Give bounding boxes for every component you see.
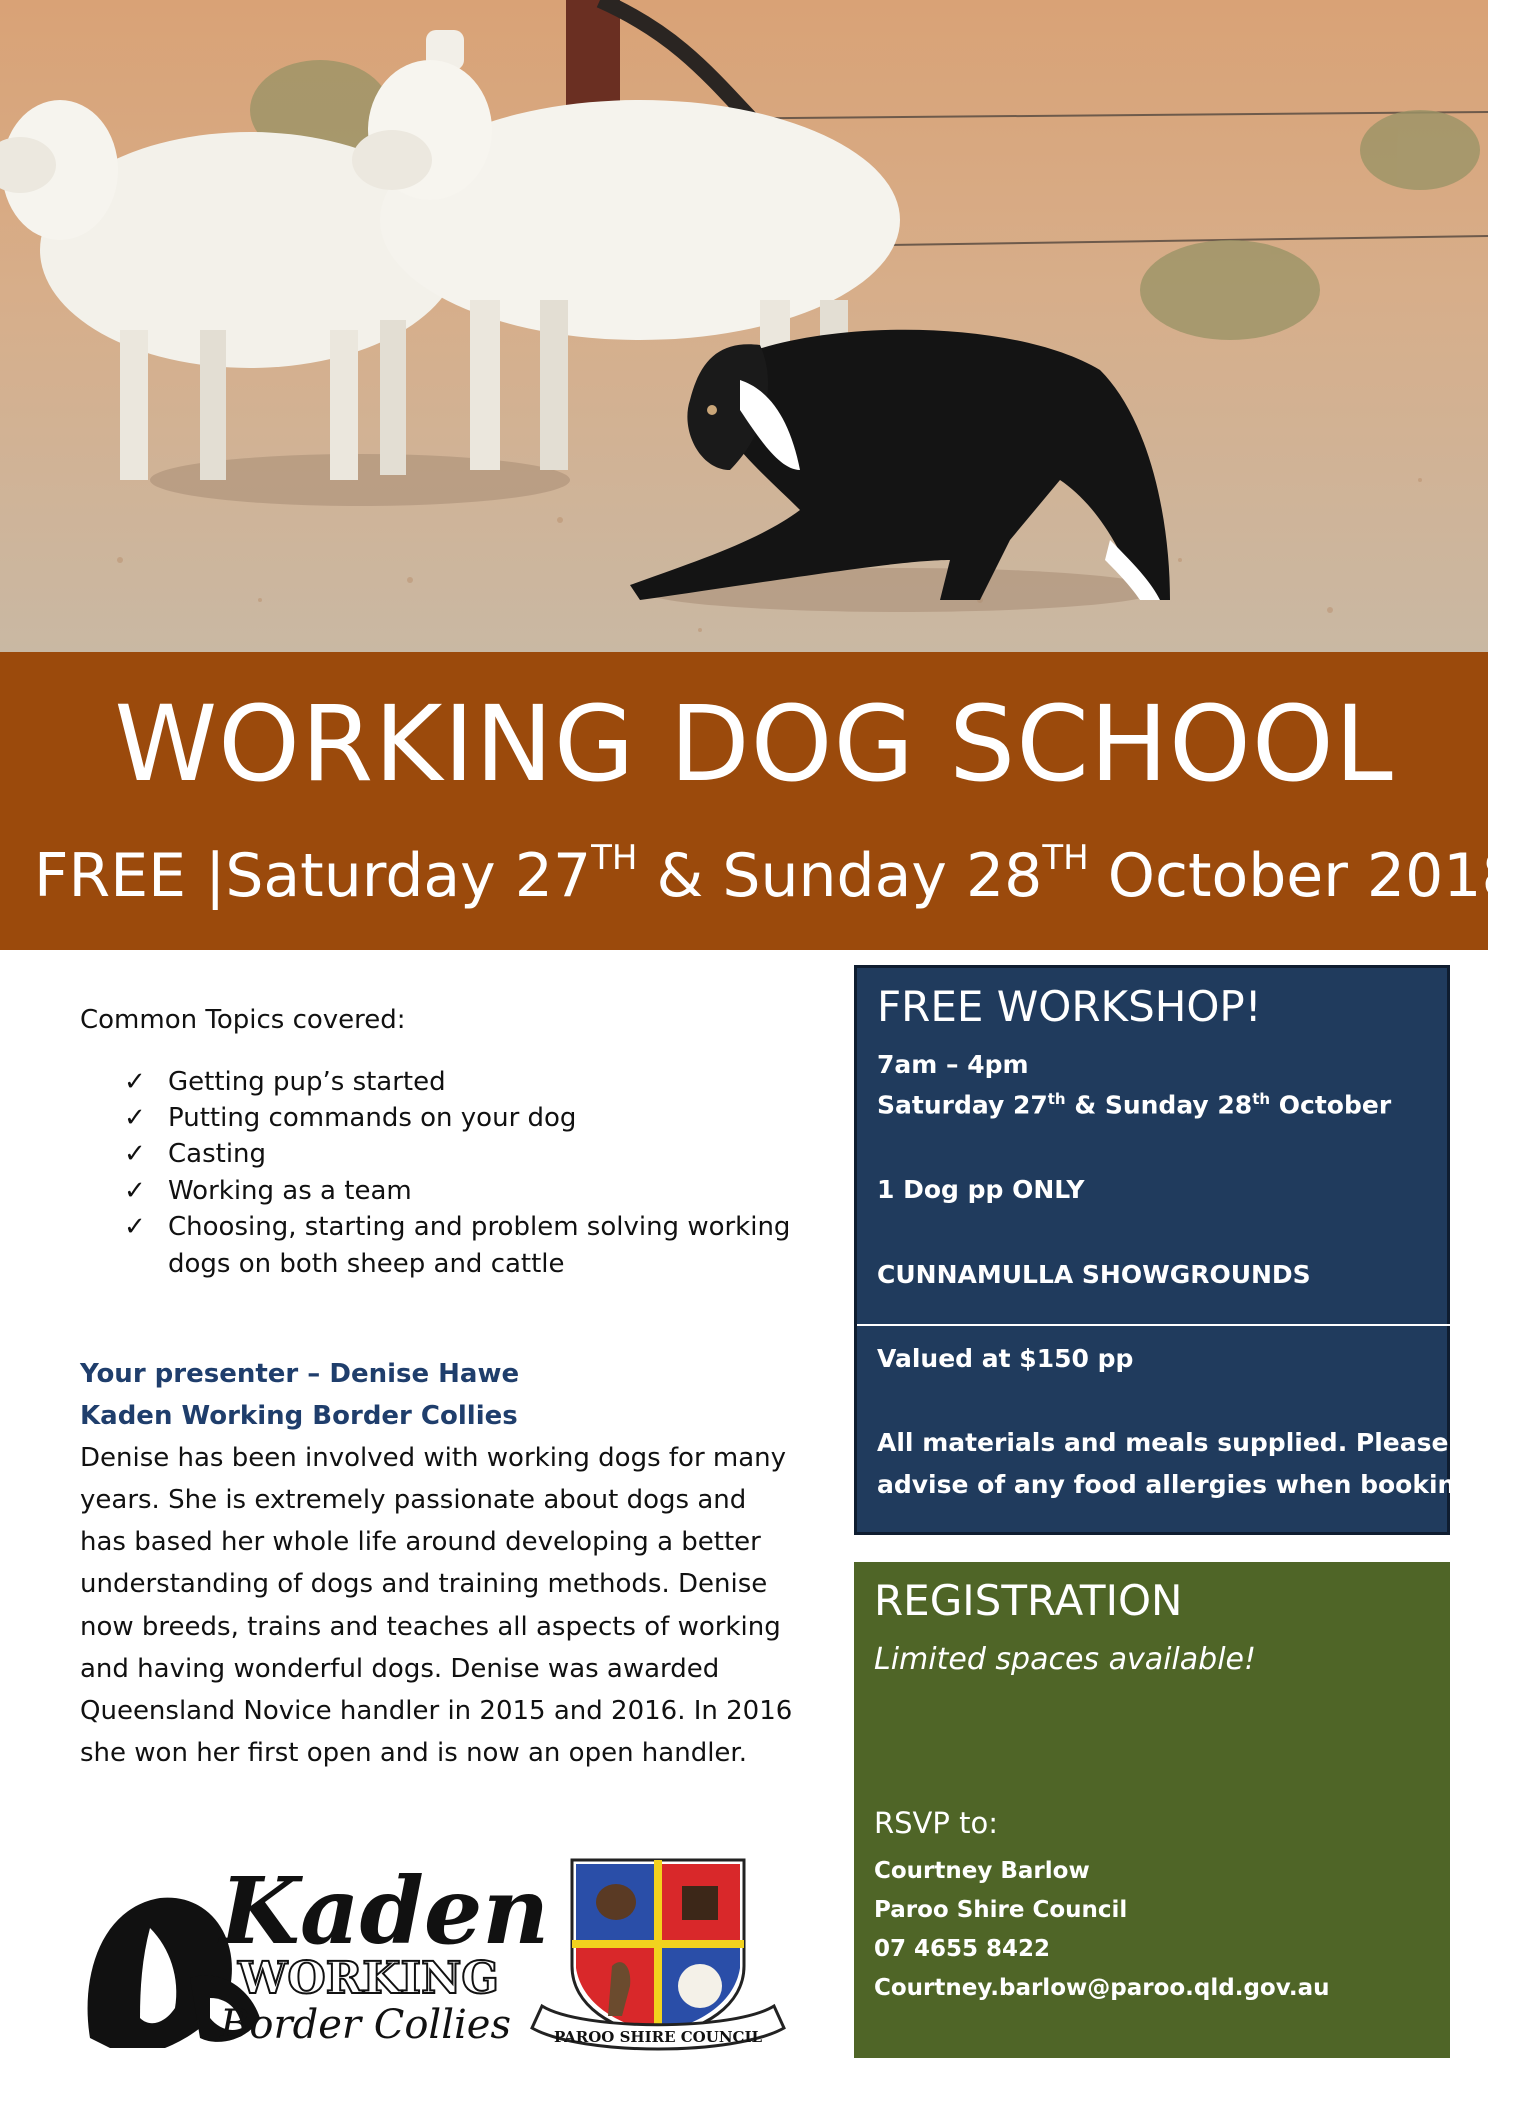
topic-text: Choosing, starting and problem solving working dogs on both sheep and cattle — [168, 1212, 791, 1279]
topics-list — [80, 1064, 800, 1282]
checkmark-icon: ✓ — [124, 1102, 146, 1133]
paroo-shire-logo — [522, 1856, 794, 2061]
presenter-name: Your presenter – Denise Hawe — [80, 1358, 520, 1389]
header-photo — [0, 0, 1488, 652]
materials-line-2: advise of any food allergies when booking. — [877, 1470, 1483, 1499]
venue: CUNNAMULLA SHOWGROUNDS — [877, 1260, 1311, 1289]
workshop-saturday: Saturday 27 — [877, 1090, 1048, 1120]
month-year: October 2018 — [1088, 841, 1520, 911]
workshop-sunday-suffix: th — [1252, 1090, 1271, 1108]
sunday-suffix: TH — [1042, 838, 1089, 878]
checkmark-icon: ✓ — [124, 1212, 146, 1243]
presenter-bio: Denise has been involved with working dogs for many years. She is extremely passionate about dogs and has based her whole life around developing a better understanding of dogs and training methods. Denise now breeds, trains and teaches all aspects of working and having wonderful dogs. Denise was awarded Queensland Novice handler in 2015 and 2016. In 2016 she won her first open and is now an open handler. — [80, 1443, 793, 1768]
workshop-dates — [877, 1090, 1391, 1119]
sheep-and-dog-illustration — [0, 0, 1488, 652]
value: Valued at $150 pp — [877, 1344, 1134, 1373]
materials-line-1: All materials and meals supplied. Please — [877, 1428, 1449, 1457]
workshop-time: 7am – 4pm — [877, 1050, 1029, 1079]
topics-heading: Common Topics covered: — [80, 1005, 406, 1035]
kaden-logo — [70, 1848, 550, 2058]
kaden-logo-word: Kaden — [220, 1857, 550, 1965]
free-label: FREE | — [34, 841, 226, 911]
checkmark-icon: ✓ — [124, 1175, 146, 1206]
topic-text: Getting pup’s started — [168, 1066, 446, 1097]
list-item — [80, 1209, 800, 1282]
contact-org: Paroo Shire Council — [874, 1897, 1128, 1923]
list-item — [80, 1100, 800, 1136]
dog-limit: 1 Dog pp ONLY — [877, 1175, 1085, 1204]
council-crest-icon — [522, 1856, 794, 2061]
checkmark-icon: ✓ — [124, 1139, 146, 1170]
left-column — [80, 1000, 800, 1774]
contact-email[interactable]: Courtney.barlow@paroo.qld.gov.au — [874, 1975, 1330, 2001]
contact-phone[interactable]: 07 4655 8422 — [874, 1936, 1051, 1962]
topic-text: Casting — [168, 1139, 267, 1170]
council-name: PAROO SHIRE COUNCIL — [553, 2028, 763, 2046]
contact-name: Courtney Barlow — [874, 1858, 1090, 1884]
saturday-date: Saturday 27 — [225, 841, 592, 911]
list-item — [80, 1064, 800, 1100]
divider — [857, 1324, 1453, 1326]
workshop-sunday: & Sunday 28 — [1065, 1090, 1253, 1120]
list-item — [80, 1136, 800, 1172]
topic-text: Putting commands on your dog — [168, 1102, 577, 1133]
kaden-logo-breed: Border Collies — [220, 2002, 511, 2048]
presenter-heading — [80, 1354, 800, 1437]
workshop-saturday-suffix: th — [1047, 1090, 1066, 1108]
presenter-business: Kaden Working Border Collies — [80, 1400, 518, 1431]
page-title: WORKING DOG SCHOOL — [114, 683, 1394, 805]
saturday-suffix: TH — [591, 838, 638, 878]
topic-text: Working as a team — [168, 1175, 412, 1206]
title-banner — [0, 652, 1520, 950]
list-item — [80, 1173, 800, 1209]
registration-heading: REGISTRATION — [874, 1576, 1183, 1625]
workshop-box — [854, 965, 1483, 1535]
rsvp-label: RSVP to: — [874, 1806, 998, 1840]
border-collie-logo-icon — [70, 1848, 550, 2058]
workshop-month: October — [1270, 1090, 1392, 1120]
workshop-heading: FREE WORKSHOP! — [877, 982, 1262, 1031]
kaden-logo-working: WORKING — [238, 1953, 499, 2004]
limited-spaces: Limited spaces available! — [874, 1642, 1257, 1677]
registration-box — [854, 1562, 1450, 2058]
sunday-date: & Sunday 28 — [637, 841, 1043, 911]
event-dates — [34, 840, 1520, 912]
checkmark-icon: ✓ — [124, 1066, 146, 1097]
